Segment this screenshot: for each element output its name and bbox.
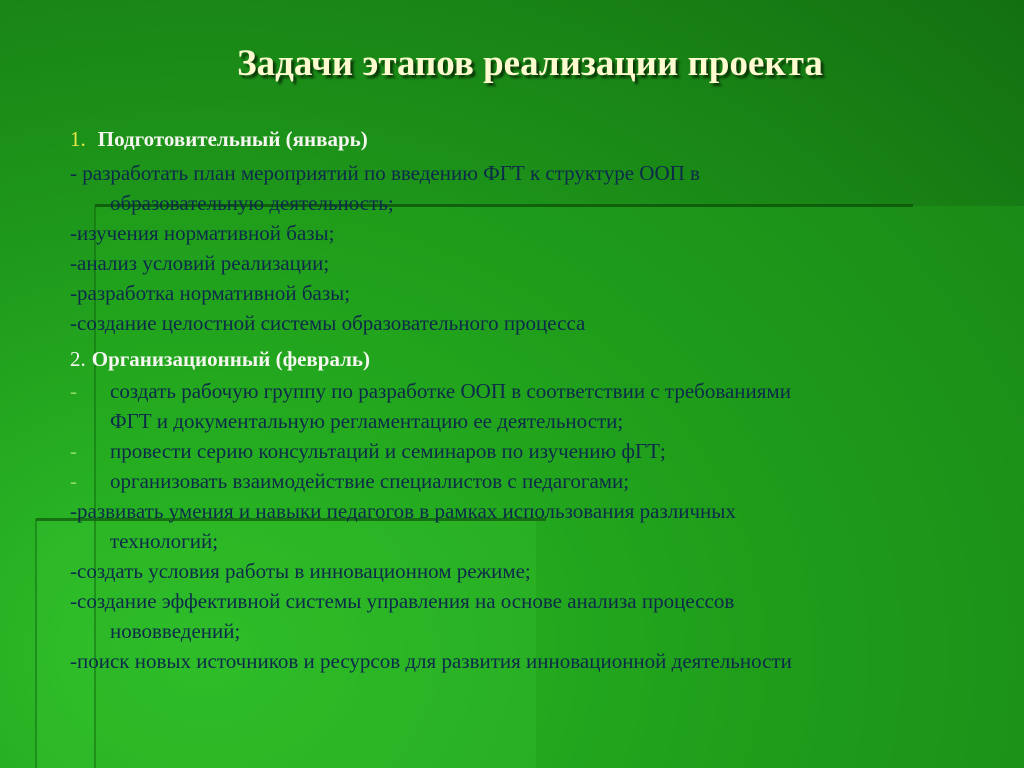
bullet-dash: - bbox=[70, 379, 77, 403]
stage1-item-5: -создание целостной системы образовательного процесса bbox=[70, 311, 586, 335]
stage2-item-4: -поиск новых источников и ресурсов для развития инновационной деятельности bbox=[70, 649, 792, 673]
stage2-heading-text: Организационный (февраль) bbox=[91, 347, 371, 371]
stage2-heading bbox=[70, 344, 990, 374]
slide-content bbox=[70, 124, 990, 676]
stage2-bullet-3-text: организовать взаимодействие специалистов с педагогами; bbox=[110, 469, 630, 493]
stage2-bullet-3 bbox=[70, 466, 990, 496]
stage1-heading bbox=[70, 124, 990, 154]
stage2-bullet-2-text: провести серию консультаций и семинаров по изучению фГТ; bbox=[110, 439, 666, 463]
stage1-item-4: -разработка нормативной базы; bbox=[70, 281, 351, 305]
stage2-number: 2. bbox=[70, 347, 86, 371]
stage1-number: 1. bbox=[70, 127, 86, 151]
slide-title: Задачи этапов реализации проекта bbox=[237, 43, 823, 84]
stage2-bullet-1 bbox=[70, 376, 990, 436]
bullet-dash: - bbox=[70, 469, 77, 493]
stage1-item-1-line-2: образовательную деятельность; bbox=[110, 191, 394, 215]
stage1-heading-text: Подготовительный (январь) bbox=[97, 127, 368, 151]
stage2-bullet-1-line-1: создать рабочую группу по разработке ООП в соответствии с требованиями bbox=[110, 379, 791, 403]
stage2-item-3-line-2: нововведений; bbox=[110, 619, 241, 643]
stage1-item-3: -анализ условий реализации; bbox=[70, 251, 330, 275]
stage2-item-3-line-1: -создание эффективной системы управления на основе анализа процессов bbox=[70, 589, 735, 613]
decorative-line-vertical-left bbox=[35, 519, 37, 768]
stage2-item-1-line-1: -развивать умения и навыки педагогов в рамках использования различных bbox=[70, 499, 736, 523]
stage2-item-2: -создать условия работы в инновационном режиме; bbox=[70, 559, 531, 583]
stage2-bullet-2 bbox=[70, 436, 990, 466]
stage2-bullet-1-line-2: ФГТ и документальную регламентацию ее деятельности; bbox=[110, 409, 624, 433]
stage1-item-2: -изучения нормативной базы; bbox=[70, 221, 335, 245]
stage1-item-1-line-1: - разработать план мероприятий по введению ФГТ к структуре ООП в bbox=[70, 161, 700, 185]
bullet-dash: - bbox=[70, 439, 77, 463]
stage2-item-1-line-2: технологий; bbox=[110, 529, 219, 553]
